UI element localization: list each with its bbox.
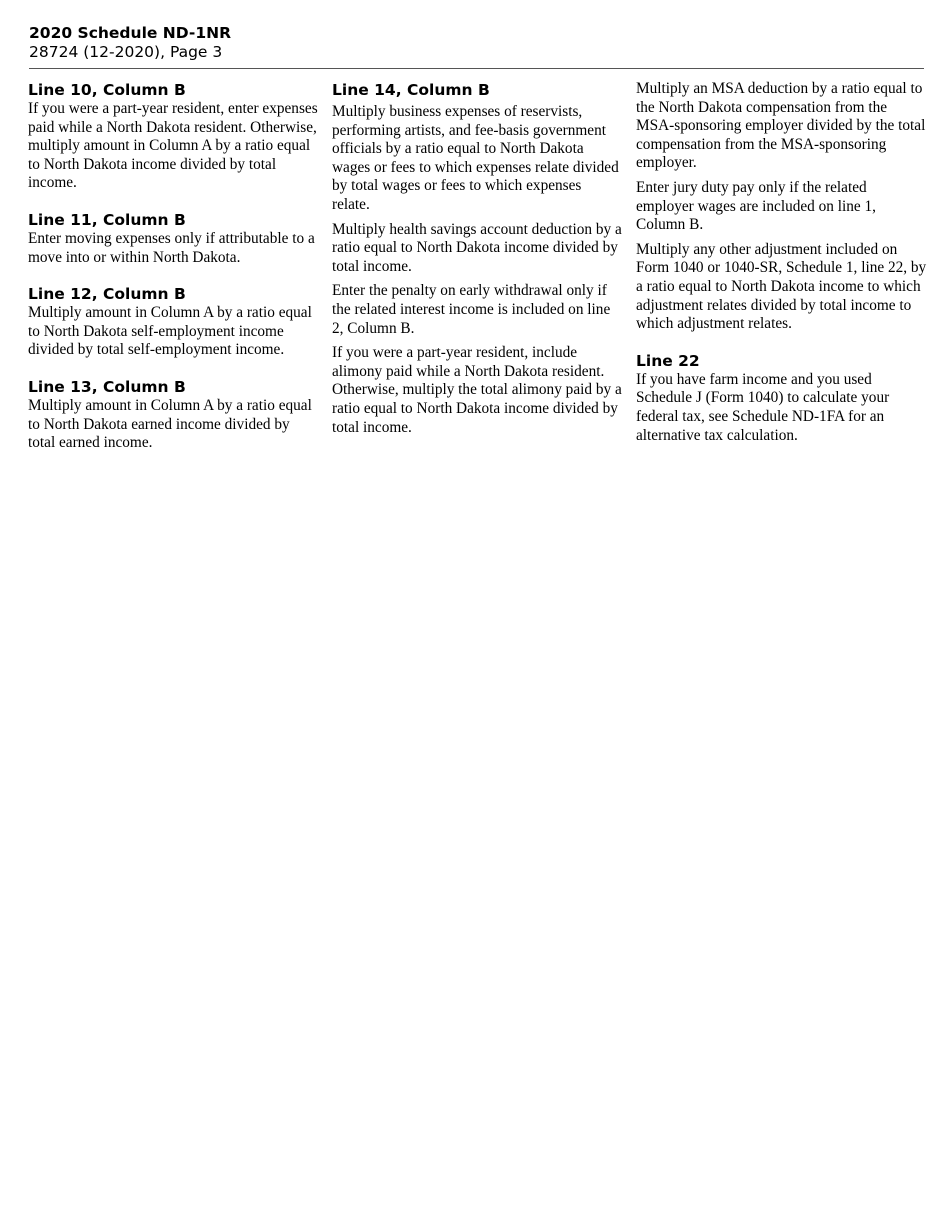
section-paragraph: Enter moving expenses only if attributable to a move into or within North Dakota. [28, 229, 315, 266]
page-header [29, 24, 929, 62]
section-line-14 [332, 80, 622, 437]
section-paragraph: Multiply an MSA deduction by a ratio equal to the North Dakota compensation from the MSA-sponsoring employer divided by the total compensation from the MSA-sponsoring employer. [636, 80, 926, 172]
section-heading: Line 13, Column B [28, 377, 186, 396]
section-heading: Line 22 [636, 351, 700, 370]
column-2 [332, 80, 622, 454]
section-line-11 [28, 210, 318, 267]
section-paragraph: Multiply any other adjustment included on Form 1040 or 1040-SR, Schedule 1, line 22, by a ratio equal to North Dakota income to which adjustment relates divided by total income to which adjustment relates. [636, 240, 927, 333]
section-heading: Line 14, Column B [332, 81, 490, 99]
section-paragraph: Multiply amount in Column A by a ratio equal to North Dakota earned income divided by total earned income. [28, 396, 312, 452]
section-line-14-continued [636, 80, 928, 334]
column-1 [28, 80, 318, 470]
section-line-10 [28, 80, 318, 193]
section-paragraph: Multiply health savings account deduction by a ratio equal to North Dakota income divided by total income. [332, 220, 622, 275]
section-heading: Line 12, Column B [28, 285, 186, 304]
section-paragraph: If you have farm income and you used Schedule J (Form 1040) to calculate your federal tax, see Schedule ND-1FA for an alternative tax calculation. [636, 370, 890, 444]
section-line-12 [28, 284, 318, 360]
section-paragraph: If you were a part-year resident, enter expenses paid while a North Dakota resident. Otherwise, multiply amount in Column A by a ratio equal to North Dakota income divided by total income. [28, 100, 318, 192]
column-3 [636, 80, 928, 462]
form-subtitle: 28724 (12-2020), Page 3 [29, 43, 223, 61]
section-line-22 [636, 351, 928, 445]
section-paragraph: Enter the penalty on early withdrawal only if the related interest income is included on line 2, Column B. [332, 282, 611, 337]
form-title: 2020 Schedule ND-1NR [29, 24, 232, 42]
section-heading: Line 10, Column B [28, 81, 186, 99]
section-paragraph: Multiply amount in Column A by a ratio equal to North Dakota self-employment income divided by total self-employment income. [28, 304, 312, 359]
section-paragraph: If you were a part-year resident, include alimony paid while a North Dakota resident. Otherwise, multiply the total alimony paid by a ratio equal to North Dakota income divided by total income. [332, 344, 622, 436]
section-paragraph: Multiply business expenses of reservists, performing artists, and fee-basis government officials by a ratio equal to North Dakota wages or fees to which expenses relate divided by total wages or fees to which expenses relate. [332, 103, 619, 213]
section-line-13 [28, 377, 318, 453]
header-divider [29, 68, 924, 69]
section-heading: Line 11, Column B [28, 210, 186, 229]
section-paragraph: Enter jury duty pay only if the related employer wages are included on line 1, Column B. [636, 178, 876, 234]
